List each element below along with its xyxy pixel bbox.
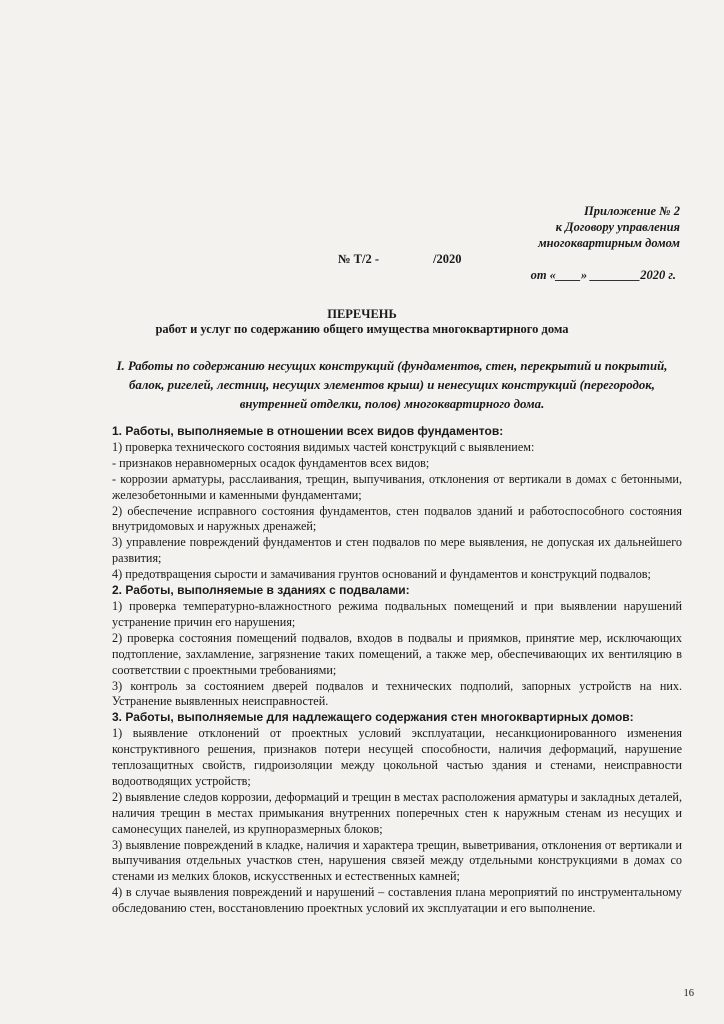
document-number-year: /2020 bbox=[433, 252, 462, 266]
section-item-heading: 1. Работы, выполняемые в отношении всех видов фундаментов: bbox=[112, 424, 504, 438]
paragraph: 1) проверка технического состояния видимых частей конструкций с выявлением: bbox=[112, 439, 535, 454]
section-item-heading: 2. Работы, выполняемые в зданиях с подвалами: bbox=[112, 583, 410, 598]
section-heading: I. Работы по содержанию несущих конструкций (фундаментов, стен, перекрытий и покрытий, балок, ригелей, лестниц, несущих элементов крыш) и ненесущих конструкций (перегородок, внутренней отделки, полов) многоквартирного дома. bbox=[116, 359, 668, 411]
section-item-heading: 3. Работы, выполняемые для надлежащего содержания стен многоквартирных домов: bbox=[112, 710, 634, 725]
appendix-note bbox=[538, 203, 680, 251]
appendix-line: Приложение № 2 bbox=[584, 204, 680, 218]
appendix-line: многоквартирным домом bbox=[538, 236, 680, 250]
document-subtitle: работ и услуг по содержанию общего имущества многоквартирного дома bbox=[155, 322, 569, 336]
paragraph: 1) проверка температурно-влажностного режима подвальных помещений и при выявлении нарушений устранение причин его нарушения; bbox=[112, 598, 682, 629]
date-line: от «____» ________2020 г. bbox=[530, 268, 676, 282]
document-number-prefix: № Т/2 - bbox=[338, 252, 380, 266]
paragraph: 1) выявление отклонений от проектных условий эксплуатации, несанкционированного изменения конструктивного решения, признаков потери несущей способности, наличия деформаций, нарушение теплозащитных свойств, гидроизоляции между цокольной частью здания и стенами, неисправности водоотводящих устройств; bbox=[112, 726, 682, 788]
paragraph: 2) проверка состояния помещений подвалов, входов в подвалы и приямков, принятие мер, исключающих подтопление, захламление, загрязнение таких помещений, а также мер, обеспечивающих их вентиляцию в соответствии с проектными требованиями; bbox=[112, 630, 682, 677]
appendix-line: к Договору управления bbox=[555, 220, 680, 234]
paragraph: 2) обеспечение исправного состояния фундаментов, стен подвалов зданий и работоспособного состояния внутридомовых и наружных дренажей; bbox=[112, 503, 682, 534]
paragraph: 2) выявление следов коррозии, деформаций и трещин в местах расположения арматуры и закладных деталей, наличия трещин в местах примыкания внутренних поперечных стен к наружным стенам из несущих и самонесущих панелей, из крупноразмерных блоков; bbox=[112, 789, 682, 836]
paragraph: 3) контроль за состоянием дверей подвалов и технических подполий, запорных устройств на них. Устранение выявленных неисправностей. bbox=[112, 678, 682, 709]
paragraph: 4) в случае выявления повреждений и нарушений – составления плана мероприятий по инструментальному обследованию стен, восстановлению проектных условий их эксплуатации и его выполнение. bbox=[112, 885, 682, 916]
paragraph: 3) выявление повреждений в кладке, наличия и характера трещин, выветривания, отклонения от вертикали и выпучивания отдельных участков стен, нарушения связей между отдельными конструкциями в домах со стенами из мелких блоков, искусственных и естественных камней; bbox=[112, 837, 682, 884]
page-number: 16 bbox=[683, 988, 694, 999]
document-number bbox=[338, 252, 462, 267]
paragraph: 4) предотвращения сырости и замачивания грунтов оснований и фундаментов и конструкций подвалов; bbox=[112, 567, 651, 582]
paragraph: 3) управление повреждений фундаментов и стен подвалов по мере выявления, не допуская их дальнейшего развития; bbox=[112, 535, 682, 566]
document-title: ПЕРЕЧЕНЬ bbox=[327, 307, 397, 321]
document-body bbox=[112, 424, 682, 917]
paragraph: - признаков неравномерных осадок фундаментов всех видов; bbox=[112, 455, 430, 470]
paragraph: - коррозии арматуры, расслаивания, трещин, выпучивания, отклонения от вертикали в домах с бетонными, железобетонными и каменными фундаментами; bbox=[112, 471, 682, 502]
